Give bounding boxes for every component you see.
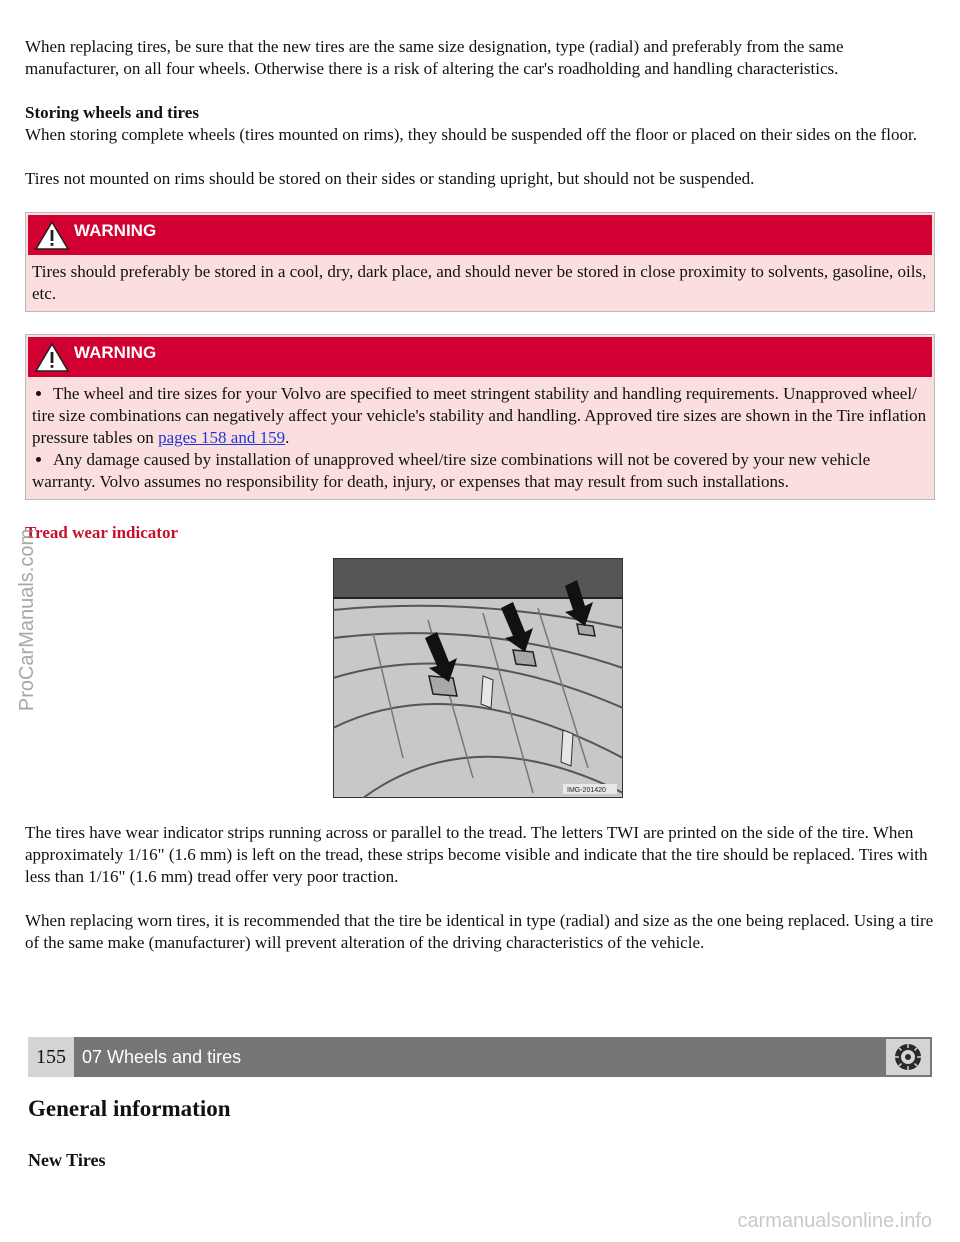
storing-heading: Storing wheels and tires	[25, 103, 199, 122]
warning-bullet-1	[32, 383, 928, 449]
warning-box-storage	[25, 212, 935, 312]
warning-triangle-icon	[34, 219, 70, 251]
chapter-title: 07 Wheels and tires	[82, 1047, 242, 1067]
tire-chapter-icon	[886, 1039, 930, 1075]
page-content	[25, 36, 935, 976]
warning-body	[28, 377, 932, 497]
side-watermark-text: ProCarManuals.com	[16, 528, 38, 712]
tread-paragraph-2: When replacing worn tires, it is recommended that the tire be identical in type (radial) and size as the one being replaced. Using a tire of the same make (manufacturer) will prevent alteration of the driving characteristics of the vehicle.	[25, 911, 934, 952]
intro-paragraph: When replacing tires, be sure that the new tires are the same size designation, type (radial) and preferably from the same manufacturer, on all four wheels. Otherwise there is a risk of altering the car's roadholding and handling characteristics.	[25, 37, 844, 78]
general-information-title: General information	[28, 1096, 231, 1121]
bullet-end: .	[285, 428, 290, 447]
storing-paragraph: When storing complete wheels (tires mounted on rims), they should be suspended off the floor or placed on their sides on the floor.	[25, 125, 917, 144]
unmounted-paragraph: Tires not mounted on rims should be stored on their sides or standing upright, but should not be suspended.	[25, 169, 755, 188]
warning-text: Tires should preferably be stored in a cool, dry, dark place, and should never be stored in close proximity to solvents, gasoline, oils, etc.	[32, 262, 927, 303]
tread-wear-illustration	[333, 558, 623, 798]
chapter-footer-bar	[28, 1037, 932, 1077]
warning-triangle-icon	[34, 341, 70, 373]
tread-heading: Tread wear indicator	[25, 523, 178, 542]
warning-header	[28, 337, 932, 377]
warning-header	[28, 215, 932, 255]
bullet-text: Any damage caused by installation of unapproved wheel/tire size combinations will not be covered by your new vehicle warranty. Volvo assumes no responsibility for death, injury, or expenses that may result from such installations.	[32, 450, 871, 491]
bullet-icon	[36, 457, 41, 462]
warning-title: WARNING	[74, 221, 157, 240]
bullet-text: The wheel and tire sizes for your Volvo are specified to meet stringent stability and handling requirements. Unapproved wheel/ tire size combinations can negatively affect your vehicle's stability and handling. Approved tire sizes are shown in the Tire inflation pressure tables on	[32, 384, 927, 447]
site-watermark: carmanualsonline.info	[737, 1210, 932, 1232]
tire-icon	[893, 1042, 923, 1072]
warning-body	[28, 255, 932, 309]
bullet-icon	[36, 391, 41, 396]
warning-title: WARNING	[74, 343, 157, 362]
new-tires-subtitle: New Tires	[28, 1150, 106, 1170]
tread-paragraph-1: The tires have wear indicator strips running across or parallel to the tread. The letters TWI are printed on the side of the tire. When approximately 1/16" (1.6 mm) is left on the tread, these strips become visible and indicate that the tire should be replaced. Tires with less than 1/16" (1.6 mm) tread offer very poor traction.	[25, 823, 928, 886]
warning-box-sizes	[25, 334, 935, 500]
page-number: 155	[28, 1037, 74, 1077]
warning-bullet-2	[32, 449, 928, 493]
pages-158-159-link[interactable]: pages 158 and 159	[158, 428, 286, 447]
tread-wear-figure	[333, 558, 623, 798]
image-code: IMG-201420	[567, 787, 606, 794]
